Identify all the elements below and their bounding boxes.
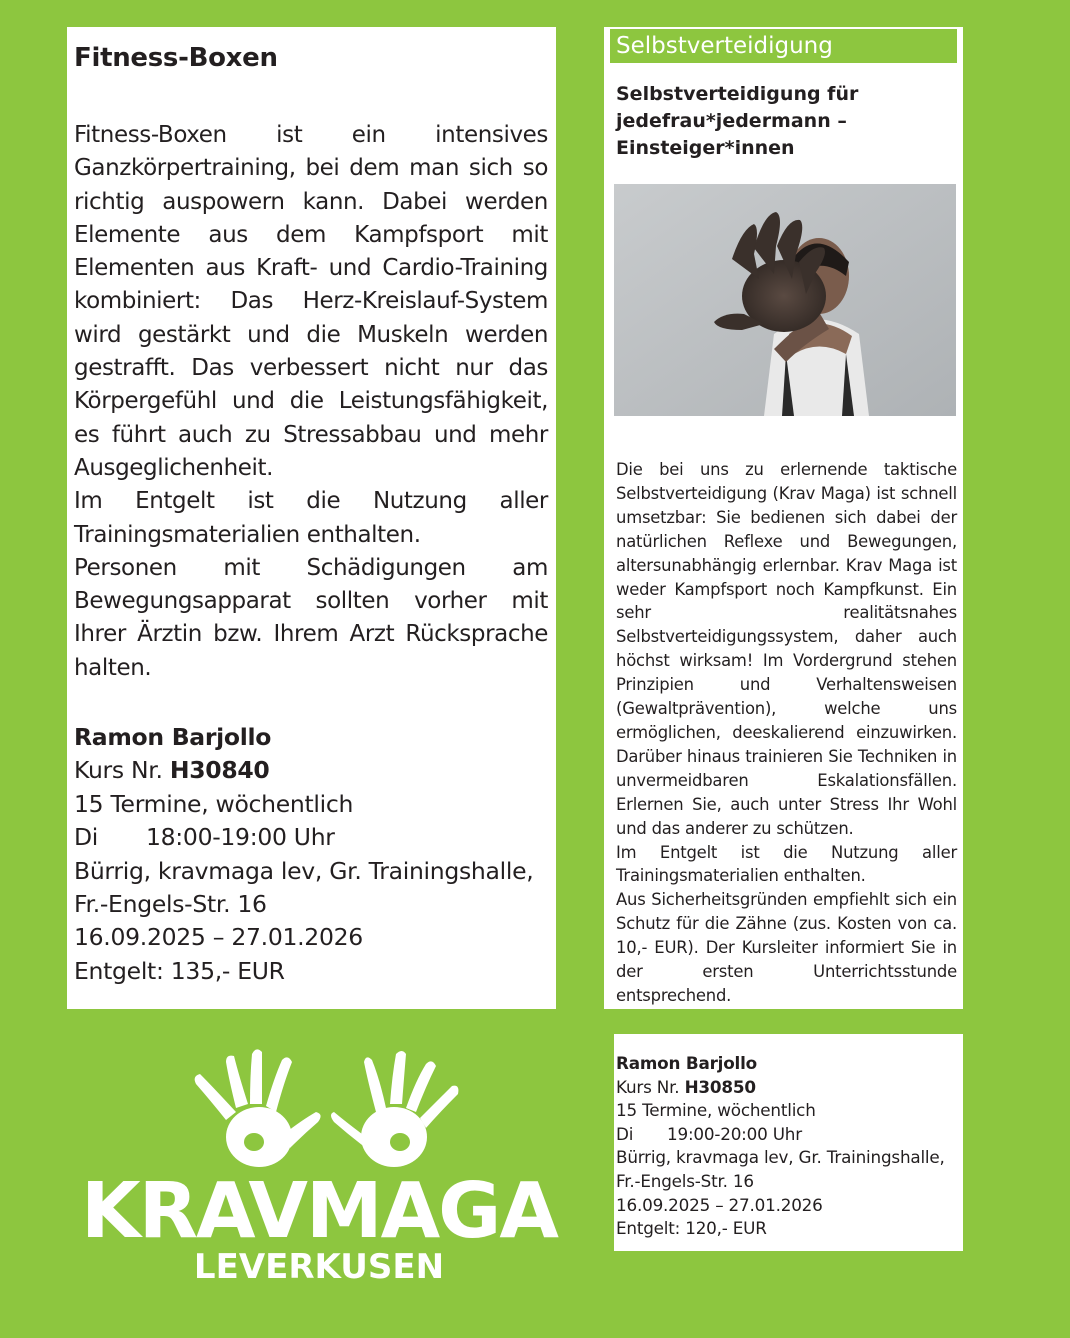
self-paragraph-3: Aus Sicherheitsgründen empfiehlt sich ein Schutz für die Zähne (zus. Kosten von ca. 10,- EUR). Der Kursleiter informiert Sie in der ersten Unterrichtsstunde entsprechend. bbox=[616, 890, 957, 1005]
self-instructor: Ramon Barjollo bbox=[616, 1053, 757, 1073]
self-time: 19:00-20:00 Uhr bbox=[667, 1123, 802, 1144]
self-fee: Entgelt: 120,- EUR bbox=[616, 1218, 767, 1239]
subtitle-line-2: jedefrau*jedermann – bbox=[616, 110, 847, 132]
selbstverteidigung-info-card bbox=[608, 1034, 963, 1251]
subtitle-line-1: Selbstverteidigung für bbox=[616, 83, 859, 105]
fitness-boxen-title: Fitness-Boxen bbox=[74, 43, 278, 73]
fitness-fee: Entgelt: 135,- EUR bbox=[74, 956, 285, 985]
fitness-paragraph-2: Im Entgelt ist die Nutzung aller Trainingsmaterialien enthalten. bbox=[74, 488, 548, 548]
self-course-number-line bbox=[616, 1076, 959, 1100]
self-course-info bbox=[616, 1052, 959, 1241]
fitness-course-label: Kurs Nr. bbox=[74, 756, 163, 785]
self-schedule bbox=[616, 1123, 959, 1147]
fitness-paragraph-3: Personen mit Schädigungen am Bewegungsapparat sollten vorher mit Ihrer Ärztin bzw. Ihrem Arzt Rücksprache halten. bbox=[74, 554, 548, 681]
fitness-day: Di bbox=[74, 823, 99, 852]
selbstverteidigung-description bbox=[610, 458, 957, 1008]
fitness-boxen-card bbox=[67, 27, 556, 1009]
fitness-instructor: Ramon Barjollo bbox=[74, 723, 272, 752]
fitness-boxen-description bbox=[74, 119, 548, 685]
stop-hand-photo bbox=[614, 184, 956, 416]
self-sessions: 15 Termine, wöchentlich bbox=[616, 1100, 816, 1121]
kravmaga-leverkusen-logo bbox=[24, 1032, 614, 1298]
self-location-line2: Fr.-Engels-Str. 16 bbox=[616, 1170, 754, 1191]
self-location-line1: Bürrig, kravmaga lev, Gr. Trainingshalle, bbox=[616, 1147, 945, 1168]
self-dates: 16.09.2025 – 27.01.2026 bbox=[616, 1194, 823, 1215]
fitness-course-info bbox=[74, 721, 548, 988]
subtitle-line-3: Einsteiger*innen bbox=[616, 137, 795, 159]
brand-name: KRAVMAGA bbox=[81, 1167, 557, 1256]
self-paragraph-1: Die bei uns zu erlernende taktische Selbstverteidigung (Krav Maga) ist schnell umsetzbar: Sie bedienen sich dabei der natürlichen Reflexe und Bewegungen, altersunabhängig erlernbar. Krav Maga ist weder Kampfsport noch Kampfkunst. Ein sehr realitätsnahes Selbstverteidigungssystem, daher auch höchst wirksam! Im Vordergrund stehen Prinzipien und Verhaltensweisen (Gewaltprävention), welche uns ermöglichen, deeskalierend einzuwirken. Darüber hinaus trainieren Sie Techniken in unvermeidbaren Eskalationsfällen. Erlernen Sie, auch unter Stress Ihr Wohl und das anderer zu schützen. bbox=[616, 460, 957, 838]
fitness-dates: 16.09.2025 – 27.01.2026 bbox=[74, 923, 363, 952]
self-day: Di bbox=[616, 1123, 634, 1144]
section-header: Selbstverteidigung bbox=[610, 29, 957, 63]
fitness-course-number: H30840 bbox=[169, 756, 270, 785]
fitness-time: 18:00-19:00 Uhr bbox=[146, 823, 335, 852]
course-subtitle bbox=[610, 81, 957, 162]
handprints-icon bbox=[184, 1042, 474, 1177]
fitness-paragraph-1: Fitness-Boxen ist ein intensives Ganzkörpertraining, bei dem man sich so richtig auspowern kann. Dabei werden Elemente aus dem Kampfsport mit Elementen aus Kraft- und Cardio-Training kombiniert: Das Herz-Kreislauf-System wird gestärkt und die Muskeln werden gestrafft. Das verbessert nicht nur das Körpergefühl und die Leistungsfähigkeit, es führt auch zu Stressabbau und mehr Ausgeglichenheit. bbox=[74, 122, 548, 481]
fitness-location-line2: Fr.-Engels-Str. 16 bbox=[74, 890, 267, 919]
fitness-course-number-line bbox=[74, 754, 548, 787]
fitness-schedule bbox=[74, 821, 548, 854]
self-paragraph-2: Im Entgelt ist die Nutzung aller Trainingsmaterialien enthalten. bbox=[616, 842, 957, 886]
self-course-number: H30850 bbox=[684, 1076, 756, 1097]
fitness-location-line1: Bürrig, kravmaga lev, Gr. Trainingshalle, bbox=[74, 856, 534, 885]
self-course-label: Kurs Nr. bbox=[616, 1076, 680, 1097]
selbstverteidigung-card bbox=[604, 27, 963, 1009]
brand-location: LEVERKUSEN bbox=[193, 1247, 445, 1287]
fitness-sessions: 15 Termine, wöchentlich bbox=[74, 789, 354, 818]
